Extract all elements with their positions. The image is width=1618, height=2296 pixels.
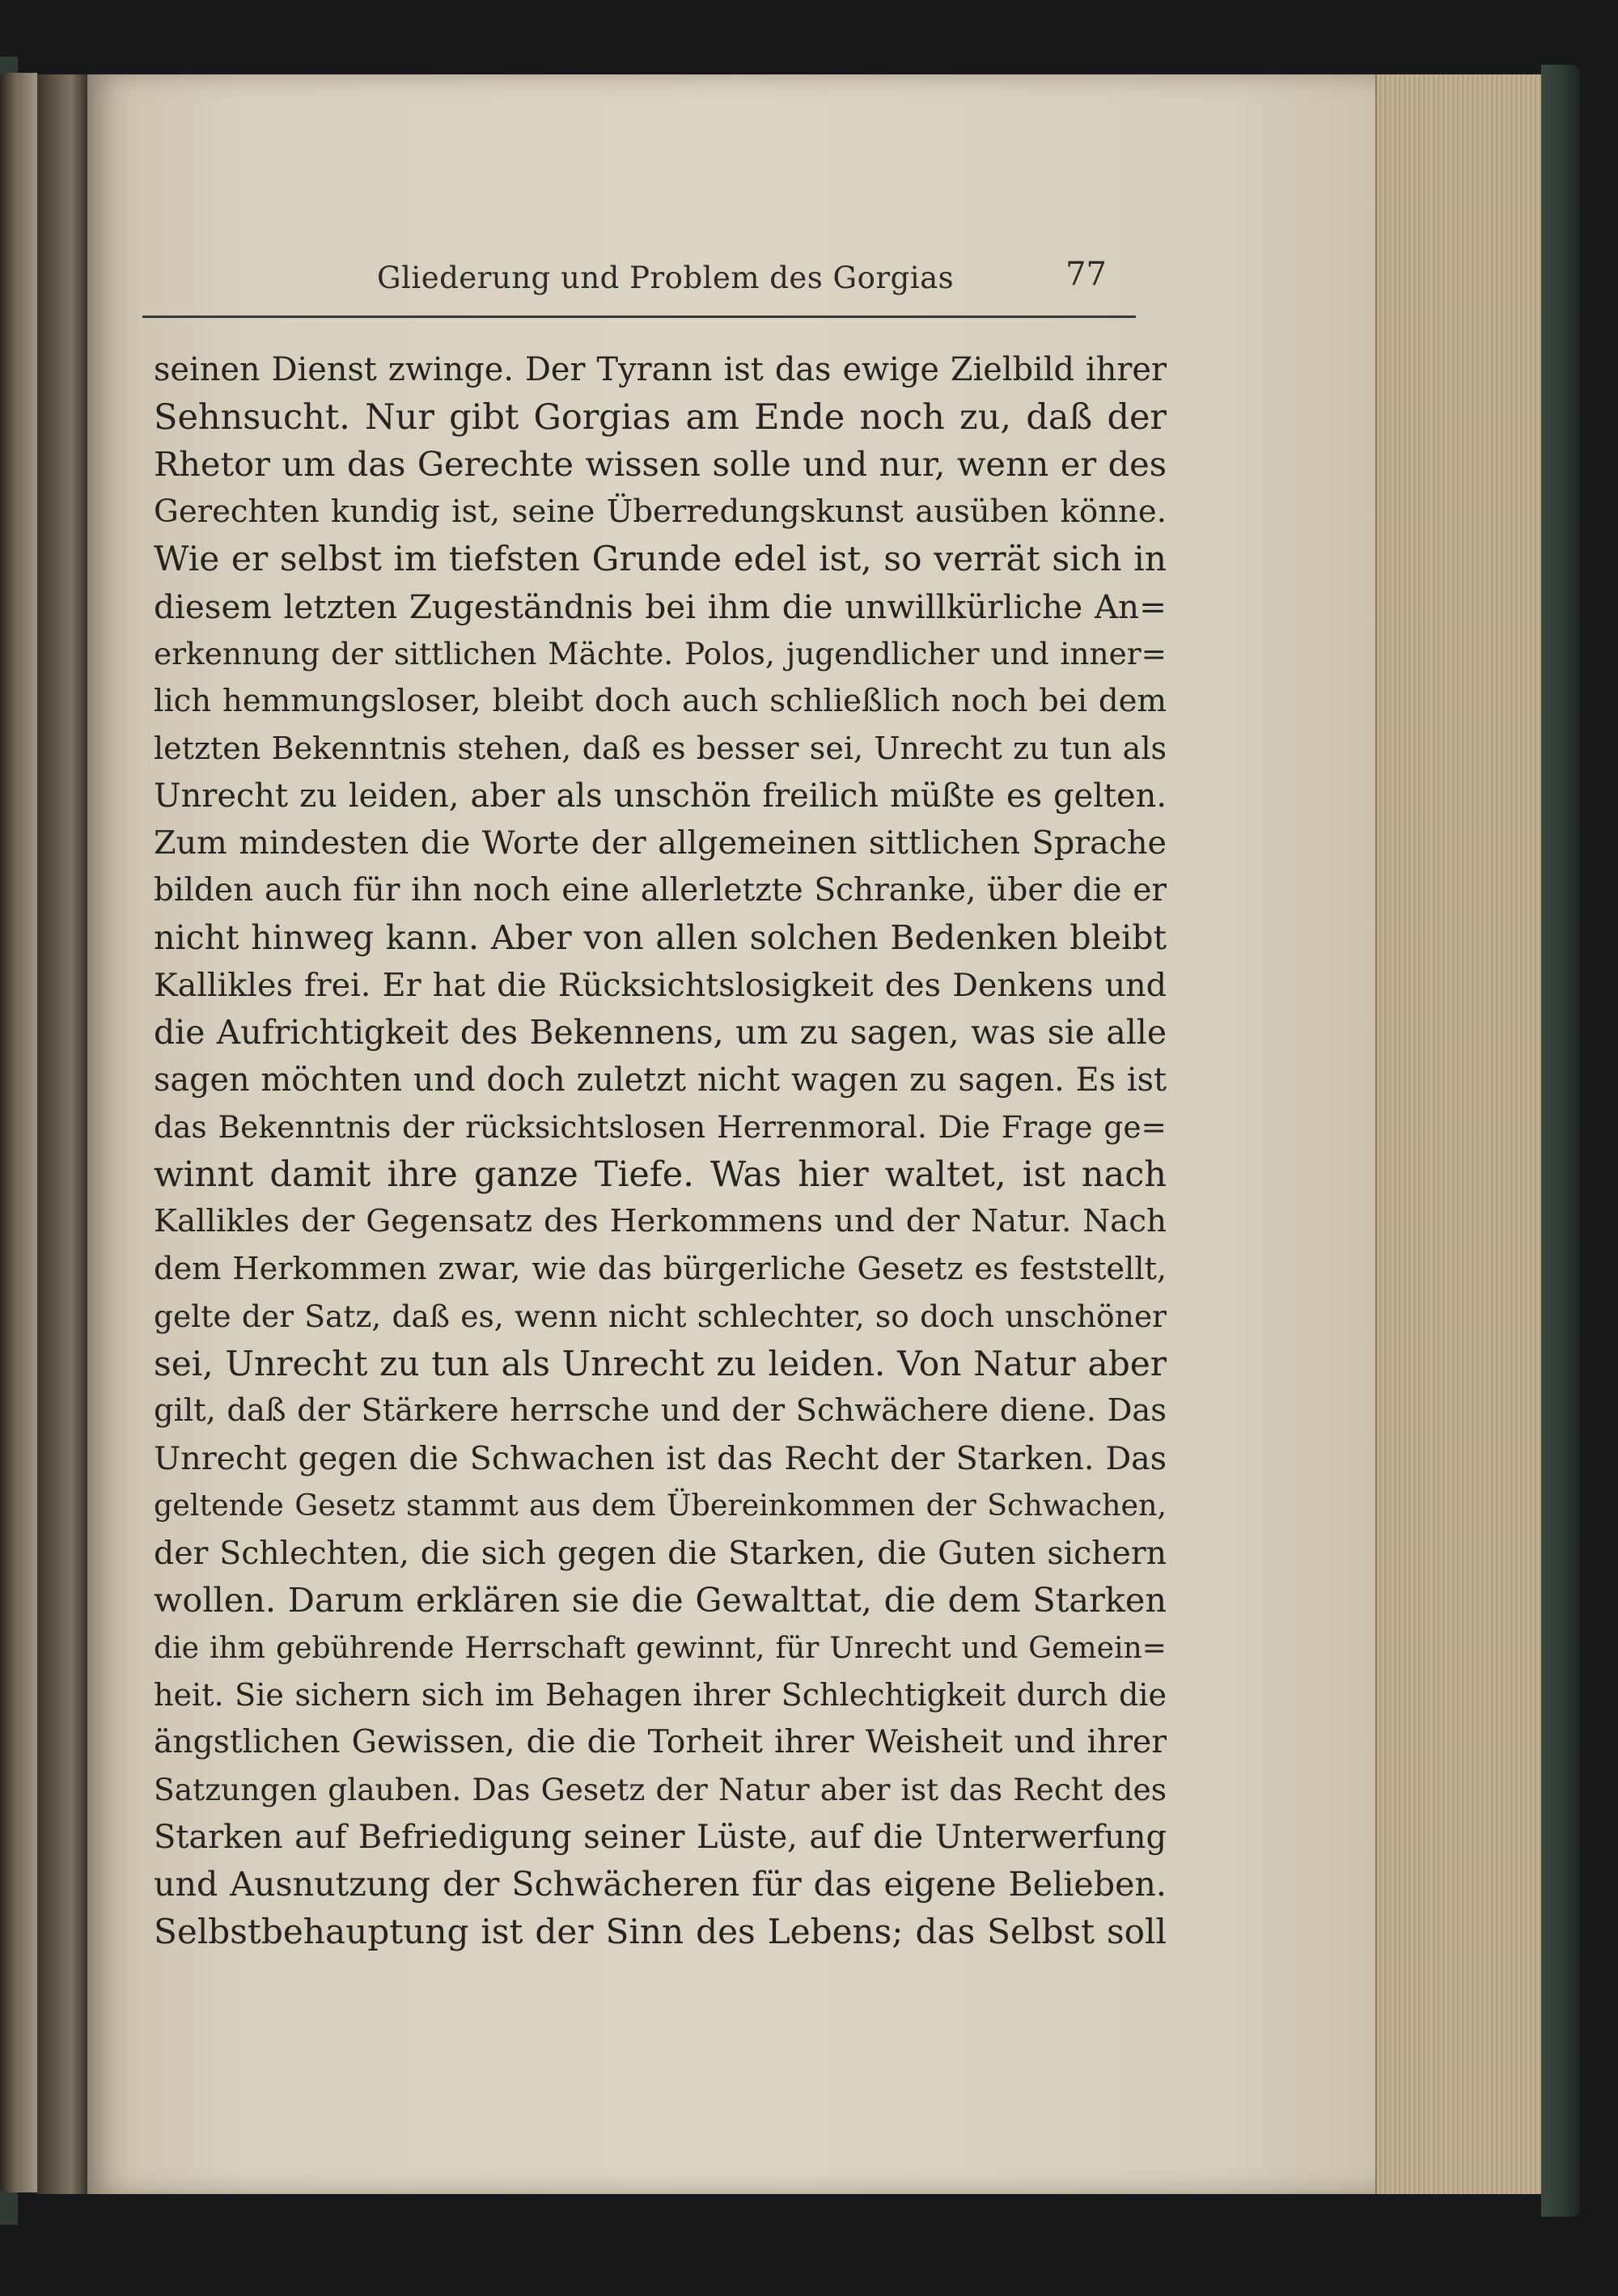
text-line: Satzungen glauben. Das Gesetz der Natur aber ist das Recht des (154, 1772, 1167, 1807)
text-line: Rhetor um das Gerechte wissen solle und nur, wenn er des (154, 445, 1167, 484)
page-number: 77 (1065, 256, 1107, 293)
body-text (154, 346, 1167, 1955)
text-line: dem Herkommen zwar, wie das bürgerliche Gesetz es feststellt, (154, 1250, 1167, 1287)
text-line: das Bekenntnis der rücksichtslosen Herrenmoral. Die Frage ge= (154, 1109, 1167, 1145)
text-line: Kallikles frei. Er hat die Rücksichtslosigkeit des Denkens und (154, 966, 1167, 1004)
text-line: der Schlechten, die sich gegen die Starken, die Guten sichern (154, 1534, 1167, 1572)
running-header (138, 256, 1146, 309)
text-line: Sehnsucht. Nur gibt Gorgias am Ende noch zu, daß der (154, 396, 1167, 438)
text-line: diesem letzten Zugeständnis bei ihm die unwillkürliche An= (154, 587, 1167, 626)
text-line: die ihm gebührende Herrschaft gewinnt, für Unrecht und Gemein= (154, 1630, 1167, 1665)
text-line: geltende Gesetz stammt aus dem Übereinkommen der Schwachen, (154, 1488, 1167, 1523)
gutter-shadow (37, 74, 94, 2194)
running-title: Gliederung und Problem des Gorgias (377, 261, 955, 295)
text-line: wollen. Darum erklären sie die Gewalttat, die dem Starken (154, 1581, 1167, 1620)
text-line: Unrecht zu leiden, aber als unschön freilich müßte es gelten. (154, 777, 1167, 815)
facing-page-edge (0, 73, 37, 2192)
text-line: Selbstbehauptung ist der Sinn des Lebens; das Selbst soll (154, 1911, 1167, 1951)
text-line: die Aufrichtigkeit des Bekennens, um zu sagen, was sie alle (154, 1013, 1167, 1052)
page-block-edges (1375, 74, 1551, 2194)
text-line: lich hemmungsloser, bleibt doch auch schließlich noch bei dem (154, 682, 1167, 719)
text-line: gilt, daß der Stärkere herrsche und der Schwächere diene. Das (154, 1392, 1167, 1429)
text-line: letzten Bekenntnis stehen, daß es besser sei, Unrecht zu tun als (154, 731, 1167, 766)
book-cover-right (1541, 65, 1580, 2217)
text-line: winnt damit ihre ganze Tiefe. Was hier waltet, ist nach (154, 1154, 1167, 1195)
text-line: und Ausnutzung der Schwächeren für das eigene Belieben. (154, 1865, 1167, 1904)
text-line: heit. Sie sichern sich im Behagen ihrer Schlechtigkeit durch die (154, 1677, 1167, 1713)
header-rule (142, 316, 1136, 318)
text-line: ängstlichen Gewissen, die die Torheit ihrer Weisheit und ihrer (154, 1723, 1167, 1760)
text-line: nicht hinweg kann. Aber von allen solchen Bedenken bleibt (154, 918, 1167, 957)
text-line: gelte der Satz, daß es, wenn nicht schlechter, so doch unschöner (154, 1298, 1167, 1334)
text-line: Starken auf Befriedigung seiner Lüste, auf die Unterwerfung (154, 1818, 1167, 1856)
text-line: Unrecht gegen die Schwachen ist das Recht der Starken. Das (154, 1439, 1167, 1477)
text-line: sagen möchten und doch zuletzt nicht wagen zu sagen. Es ist (154, 1061, 1167, 1099)
text-line: Kallikles der Gegensatz des Herkommens und der Natur. Nach (154, 1203, 1167, 1239)
text-line: bilden auch für ihn noch eine allerletzte Schranke, über die er (154, 871, 1167, 909)
text-line: erkennung der sittlichen Mächte. Polos, jugendlicher und inner= (154, 636, 1167, 671)
text-line: sei, Unrecht zu tun als Unrecht zu leiden. Von Natur aber (154, 1343, 1167, 1383)
text-line: Gerechten kundig ist, seine Überredungskunst ausüben könne. (154, 493, 1167, 530)
text-line: seinen Dienst zwinge. Der Tyrann ist das ewige Zielbild ihrer (154, 351, 1167, 388)
text-line: Wie er selbst im tiefsten Grunde edel ist, so verrät sich in (154, 539, 1167, 578)
text-line: Zum mindesten die Worte der allgemeinen sittlichen Sprache (154, 824, 1167, 862)
